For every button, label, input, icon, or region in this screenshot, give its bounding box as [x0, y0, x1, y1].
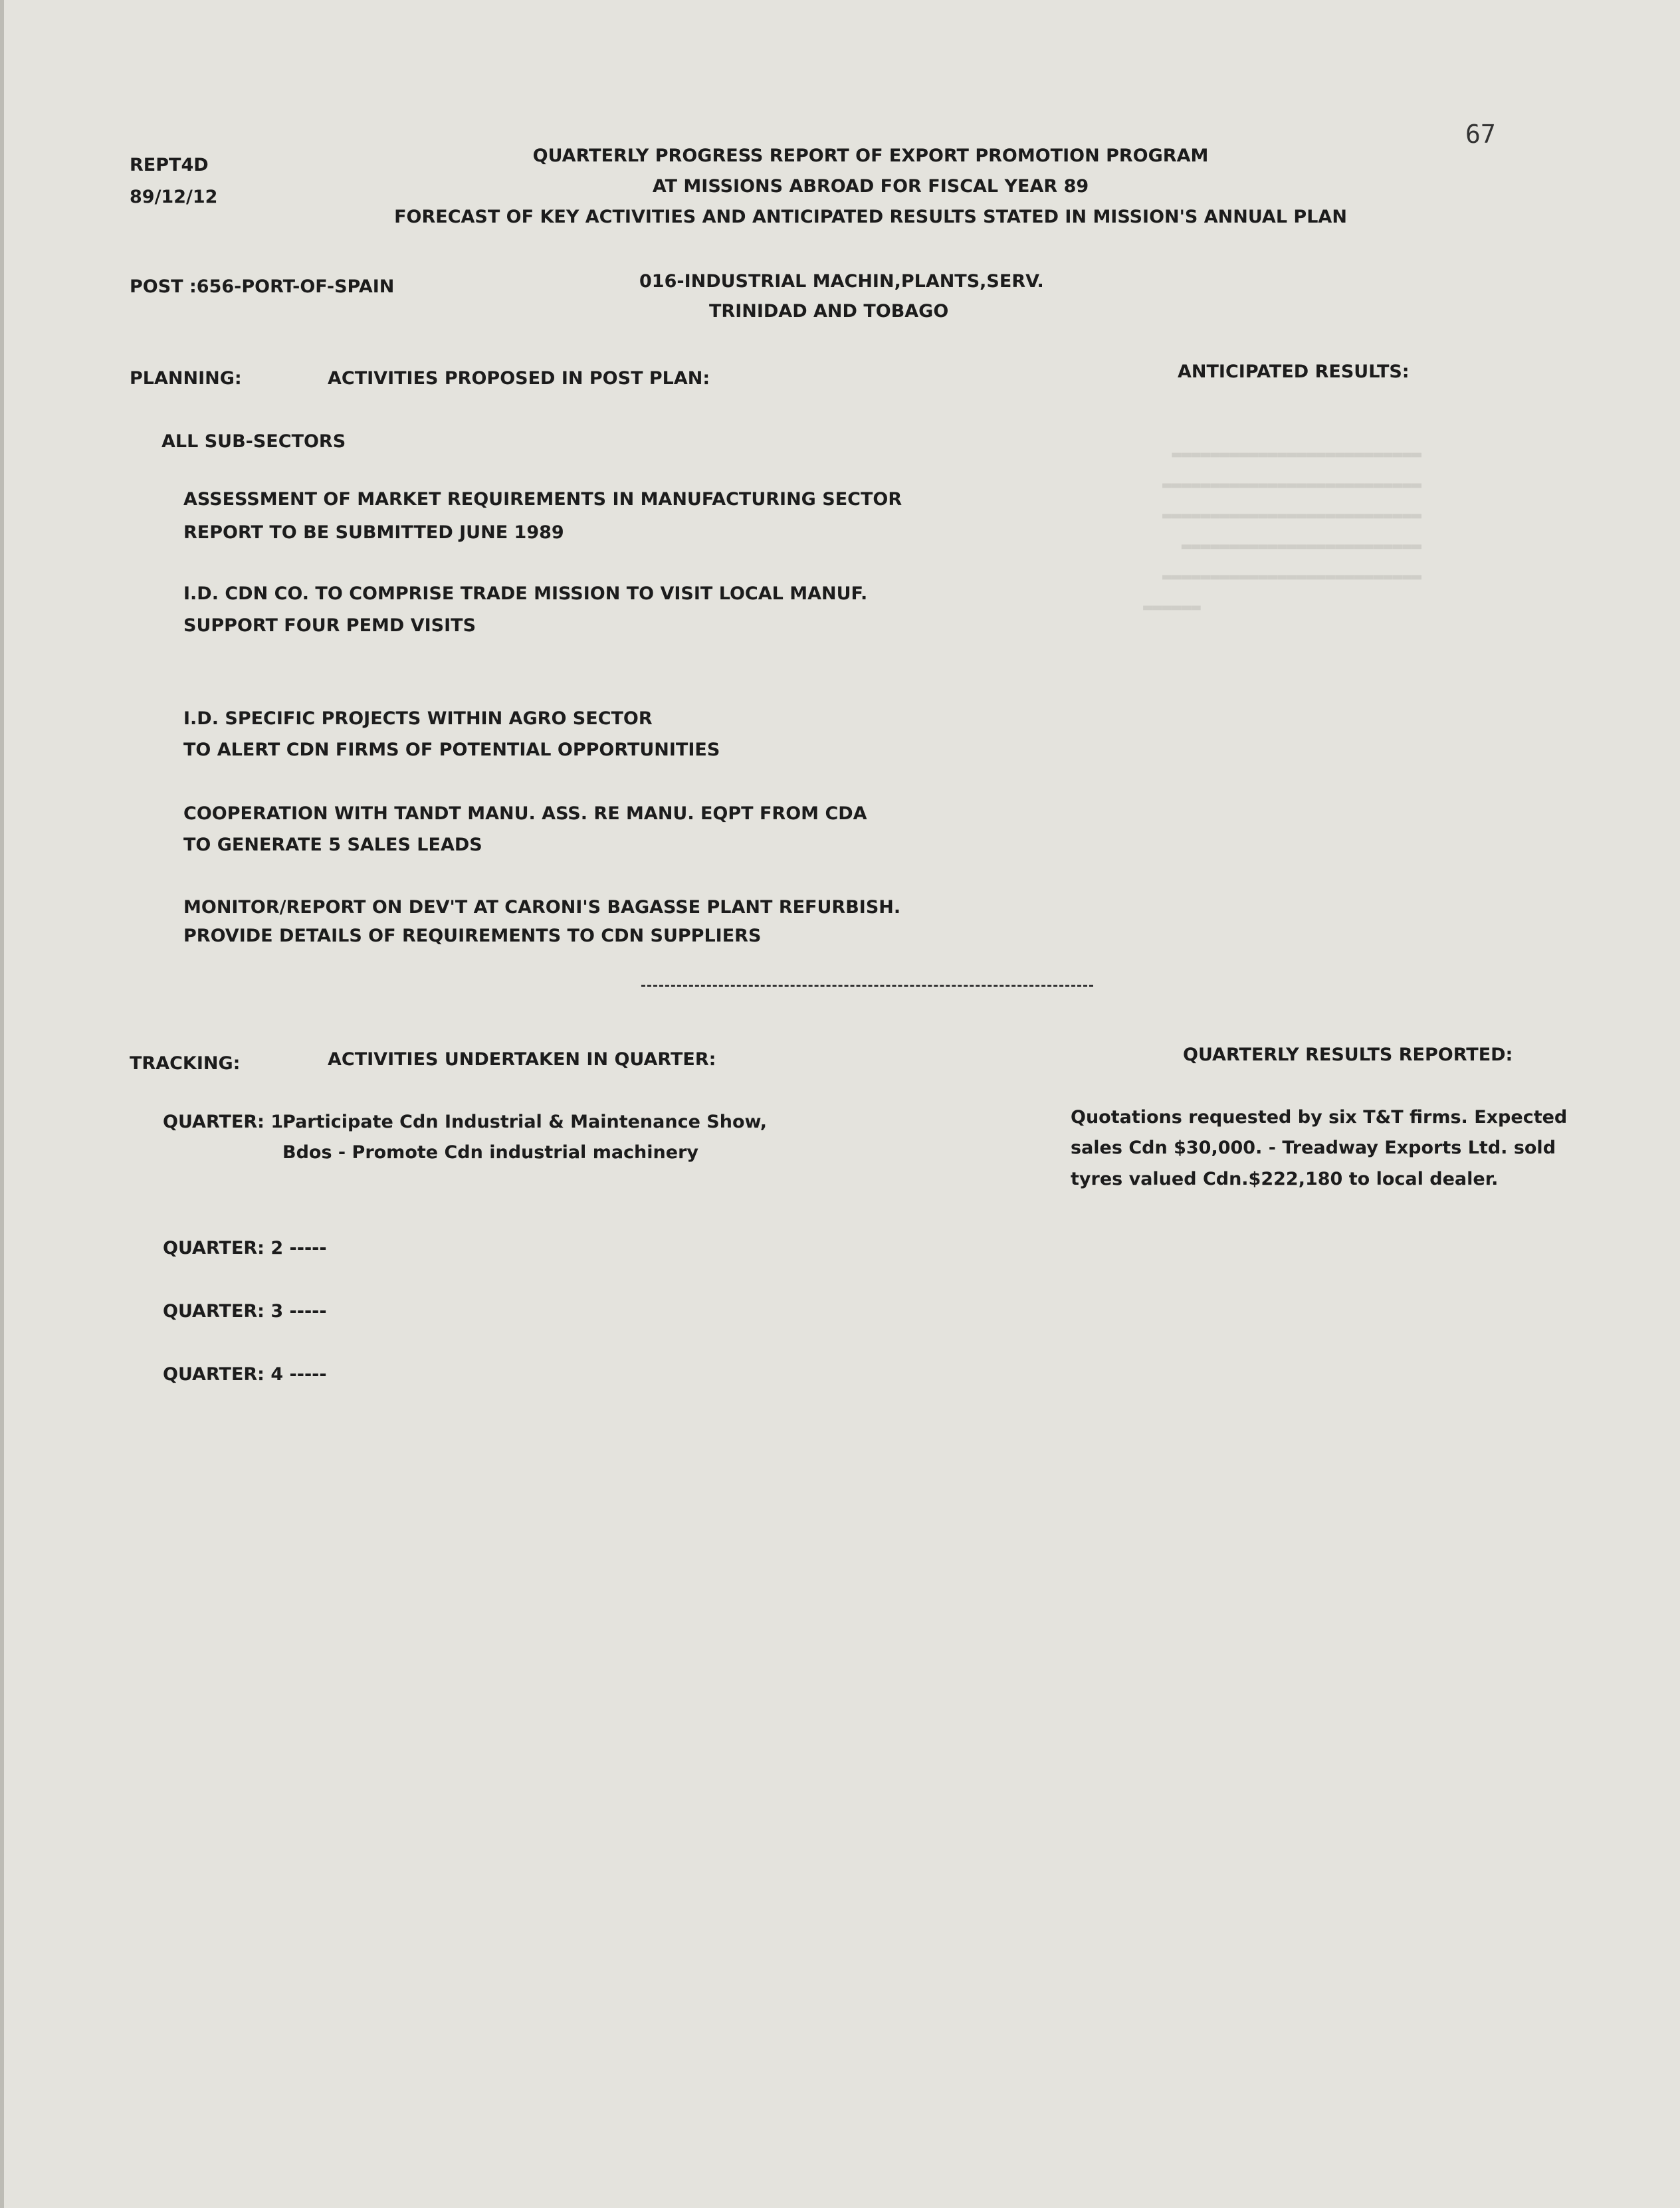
- tracking-activities-heading: ACTIVITIES UNDERTAKEN IN QUARTER:: [328, 1049, 716, 1070]
- quarterly-results-heading: QUARTERLY RESULTS REPORTED:: [1183, 1045, 1513, 1065]
- quarter-1-result-line-2: sales Cdn $30,000. - Treadway Exports Ltd. sold: [1071, 1138, 1556, 1158]
- quarter-2-entry: QUARTER: 2 -----: [163, 1238, 327, 1258]
- planning-label: PLANNING:: [130, 368, 242, 389]
- planning-item-2-line-2: SUPPORT FOUR PEMD VISITS: [183, 615, 476, 636]
- quarter-1-result-line-3: tyres valued Cdn.$222,180 to local dealer.: [1071, 1169, 1499, 1189]
- report-title-line-2: AT MISSIONS ABROAD FOR FISCAL YEAR 89: [652, 176, 1089, 197]
- quarter-1-label: QUARTER: 1: [163, 1112, 284, 1132]
- planning-item-5-line-1: MONITOR/REPORT ON DEV'T AT CARONI'S BAGASSE PLANT REFURBISH.: [183, 897, 901, 918]
- all-subsectors-label: ALL SUB-SECTORS: [161, 431, 346, 452]
- quarter-3-entry: QUARTER: 3 -----: [163, 1301, 327, 1322]
- quarter-1-activity-line-2: Bdos - Promote Cdn industrial machinery: [282, 1142, 698, 1163]
- post-label: POST :656-PORT-OF-SPAIN: [130, 276, 395, 297]
- planning-item-2-line-1: I.D. CDN CO. TO COMPRISE TRADE MISSION TO VISIT LOCAL MANUF.: [183, 583, 868, 604]
- quarter-1-result-line-1: Quotations requested by six T&T firms. Expected: [1071, 1107, 1568, 1128]
- page-number: 67: [1465, 120, 1496, 149]
- planning-item-4-line-1: COOPERATION WITH TANDT MANU. ASS. RE MANU. EQPT FROM CDA: [183, 803, 867, 824]
- report-title-line-1: QUARTERLY PROGRESS REPORT OF EXPORT PROMOTION PROGRAM: [532, 146, 1209, 166]
- sector-label: 016-INDUSTRIAL MACHIN,PLANTS,SERV.: [639, 271, 1044, 292]
- planning-item-4-line-2: TO GENERATE 5 SALES LEADS: [183, 835, 482, 855]
- tracking-label: TRACKING:: [130, 1053, 241, 1074]
- planning-item-1-line-1: ASSESSMENT OF MARKET REQUIREMENTS IN MANUFACTURING SECTOR: [183, 489, 902, 510]
- planning-item-3-line-1: I.D. SPECIFIC PROJECTS WITHIN AGRO SECTOR: [183, 708, 653, 729]
- report-title-line-3: FORECAST OF KEY ACTIVITIES AND ANTICIPATED RESULTS STATED IN MISSION'S ANNUAL PLAN: [394, 207, 1347, 227]
- report-id: REPT4D: [130, 155, 209, 175]
- report-date: 89/12/12: [130, 187, 218, 207]
- planning-item-3-line-2: TO ALERT CDN FIRMS OF POTENTIAL OPPORTUNITIES: [183, 740, 720, 760]
- page-edge-shadow: [0, 0, 4, 2208]
- anticipated-results-heading: ANTICIPATED RESULTS:: [1178, 361, 1410, 382]
- section-divider: [641, 985, 1093, 987]
- quarter-1-activity-line-1: Participate Cdn Industrial & Maintenance Show,: [282, 1112, 767, 1132]
- planning-item-1-line-2: REPORT TO BE SUBMITTED JUNE 1989: [183, 522, 564, 543]
- planning-activities-heading: ACTIVITIES PROPOSED IN POST PLAN:: [328, 368, 710, 389]
- planning-item-5-line-2: PROVIDE DETAILS OF REQUIREMENTS TO CDN SUPPLIERS: [183, 926, 762, 946]
- bleed-through-text: ▬▬▬▬▬▬▬▬▬▬▬▬▬▬▬▬▬▬▬▬▬▬▬▬▬▬ ▬▬▬▬▬▬▬▬▬▬▬▬▬▬▬▬▬▬▬▬▬▬▬▬▬▬▬ ▬▬▬▬▬▬▬▬▬▬▬▬▬▬▬▬▬▬▬▬▬▬▬▬▬▬▬ ▬▬▬▬▬▬▬▬▬▬▬▬▬▬▬▬▬▬▬▬▬▬▬▬▬ ▬▬▬▬▬▬▬▬▬▬▬▬▬▬▬▬▬▬▬▬▬▬▬▬▬▬▬ ▬▬▬▬▬▬: [1143, 445, 1422, 616]
- quarter-4-entry: QUARTER: 4 -----: [163, 1364, 327, 1385]
- country-label: TRINIDAD AND TOBAGO: [709, 301, 949, 322]
